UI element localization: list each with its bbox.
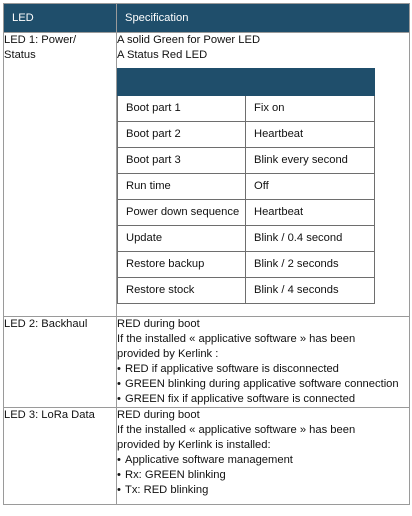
table-row (118, 278, 375, 304)
led2-spec-line-2: If the installed « applicative software » has been (117, 333, 356, 345)
led2-bullet-item: • GREEN fix if applicative software is connected (117, 392, 409, 407)
led1-spec-line-1: A solid Green for Power LED (117, 34, 261, 46)
led3-spec-line-1: RED during boot (117, 409, 200, 421)
led2-name-line-1: LED 2: Backhaul (4, 318, 88, 330)
led2-spec-line-1: RED during boot (117, 318, 200, 330)
led2-bullet-item: • GREEN blinking during applicative software connection (117, 377, 409, 392)
status-state: Boot part 1 (118, 96, 246, 122)
led2-spec-line-3: provided by Kerlink : (117, 348, 219, 360)
led1-name (4, 33, 117, 317)
status-behaviour: Heartbeat (246, 122, 375, 148)
header-specification: Specification (117, 4, 410, 33)
led3-spec-line-2: If the installed « applicative software » has been (117, 424, 356, 436)
led-specification-table (3, 3, 410, 505)
led1-name-line-2: Status (4, 49, 36, 61)
table-row (118, 226, 375, 252)
status-table-header-row (118, 69, 375, 96)
led3-bullet-item: • Tx: RED blinking (117, 483, 409, 498)
table-header-row (4, 4, 410, 33)
status-behaviour: Off (246, 174, 375, 200)
led2-name (4, 317, 117, 408)
status-table-header-state (118, 69, 246, 96)
led3-spec-line-3: provided by Kerlink is installed: (117, 439, 271, 451)
led1-name-line-1: LED 1: Power/ (4, 34, 77, 46)
status-state: Boot part 2 (118, 122, 246, 148)
status-state: Power down sequence (118, 200, 246, 226)
status-behaviour: Fix on (246, 96, 375, 122)
status-behaviour: Blink / 2 seconds (246, 252, 375, 278)
table-row-led2 (4, 317, 410, 408)
status-behaviour: Blink / 0.4 second (246, 226, 375, 252)
table-row-led1 (4, 33, 410, 317)
led1-spec-line-2: A Status Red LED (117, 49, 208, 61)
status-led-table (117, 68, 375, 304)
table-row-led3 (4, 408, 410, 505)
status-state: Update (118, 226, 246, 252)
led3-name (4, 408, 117, 505)
status-state: Boot part 3 (118, 148, 246, 174)
status-behaviour: Blink every second (246, 148, 375, 174)
status-state: Restore stock (118, 278, 246, 304)
led3-spec (117, 408, 410, 505)
status-behaviour: Heartbeat (246, 200, 375, 226)
table-row (118, 174, 375, 200)
header-led: LED (4, 4, 117, 33)
led3-bullet-item: • Applicative software management (117, 453, 409, 468)
table-row (118, 148, 375, 174)
table-row (118, 200, 375, 226)
led1-spec (117, 33, 410, 317)
led3-name-line-1: LED 3: LoRa Data (4, 409, 95, 421)
table-row (118, 122, 375, 148)
table-row (118, 96, 375, 122)
table-row (118, 252, 375, 278)
led3-bullet-item: • Rx: GREEN blinking (117, 468, 409, 483)
status-behaviour: Blink / 4 seconds (246, 278, 375, 304)
status-table-header-behaviour (246, 69, 375, 96)
led2-bullet-item: • RED if applicative software is disconnected (117, 362, 409, 377)
status-state: Restore backup (118, 252, 246, 278)
led2-spec (117, 317, 410, 408)
status-state: Run time (118, 174, 246, 200)
